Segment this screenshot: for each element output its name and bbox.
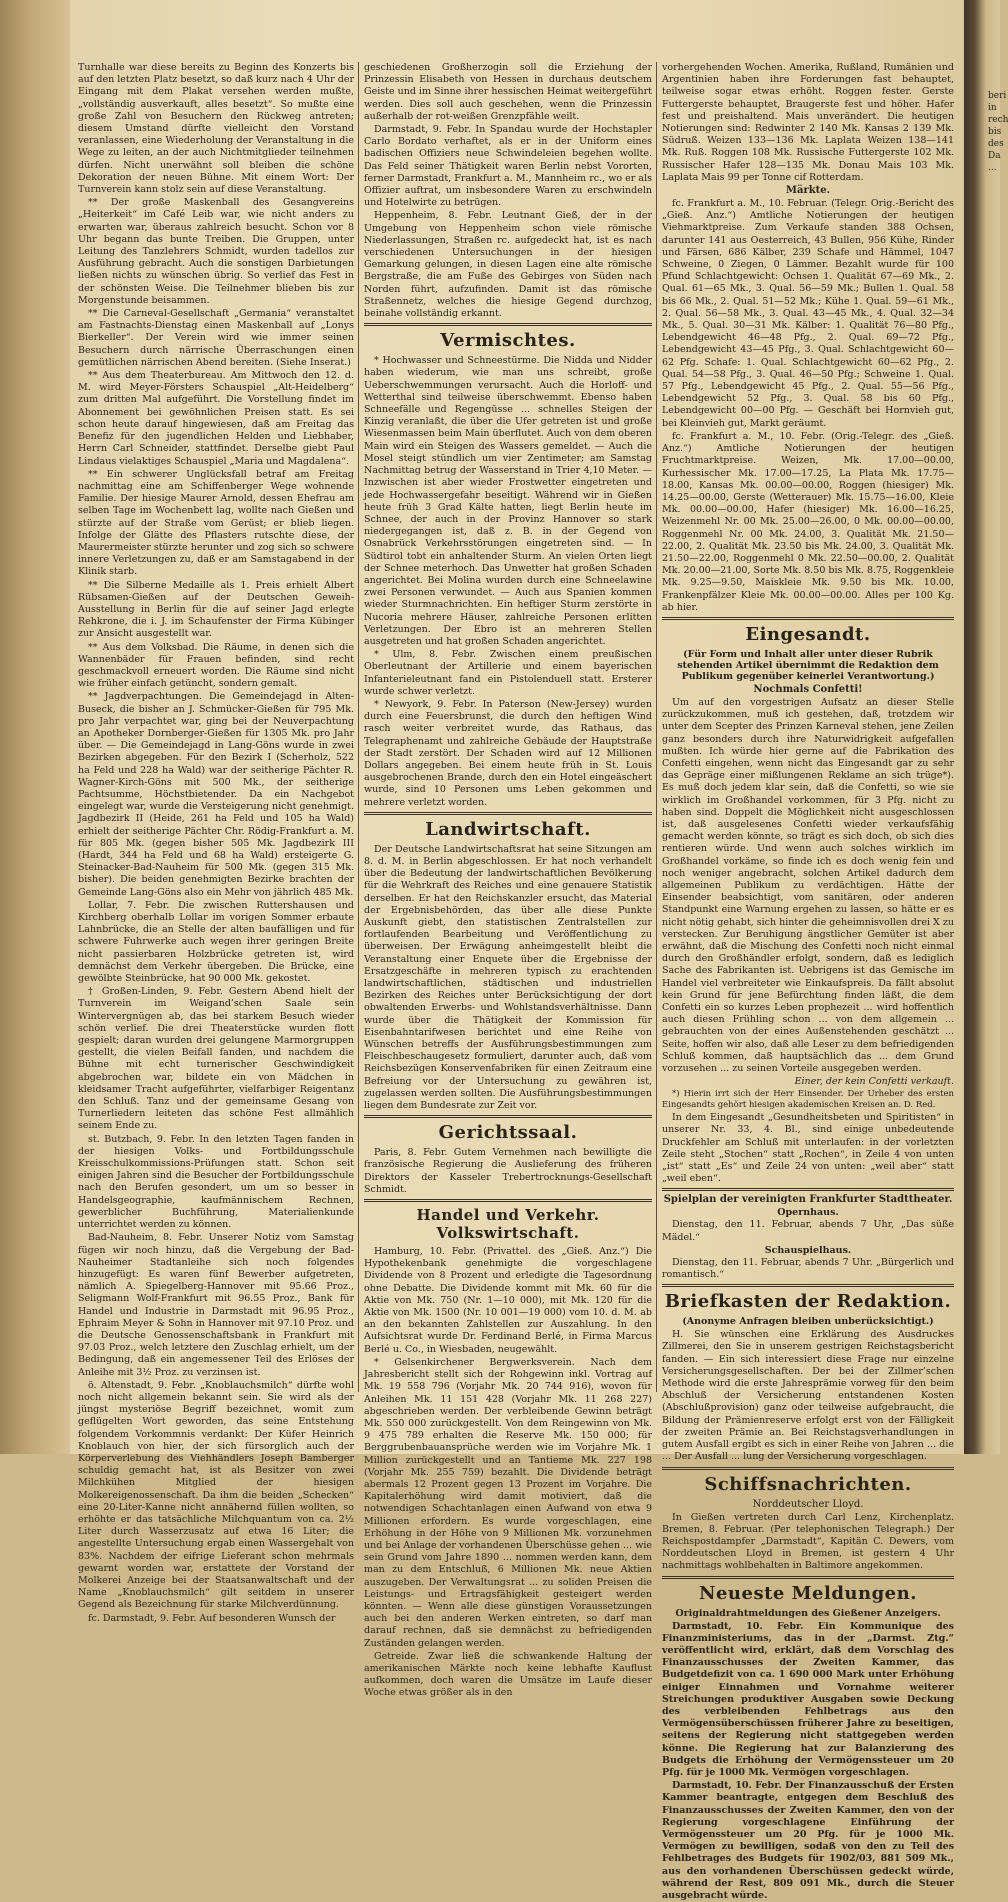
section-heading-gerichtssaal: Gerichtssaal. [438, 1122, 578, 1144]
section-divider [662, 617, 954, 620]
adjacent-page-edge [964, 0, 1008, 1454]
article-paragraph: Darmstadt, 9. Febr. In Spandau wurde der Hochstapler Carlo Bordato verhaftet, als er in der Uniform eines badischen Offiziers neue Schwindeleien begehen wollte. Das Feld seiner Thätigkeit waren Berlin nebst Vororten, ferner Darmstadt, Frankfurt a. M., Mannheim rc., wo er als Offizier auftrat, um insbesondere Waren zu erschwindeln und Hotelwirte zu betrügen. [364, 124, 652, 209]
editor-footnote: *) Hierin irrt sich der Herr Einsender. Der Urheber des ersten Eingesandts gehört hiesigen akademischen Kreisen an. D. Red. [662, 1089, 954, 1111]
article-paragraph: vorhergehenden Wochen. Amerika, Rußland, Rumänien und Argentinien haben ihre Forderungen fast behauptet, teilweise sogar etwas erhöht. Roggen fester. Gerste Futtergerste behauptet, Braugerste fest und höher. Hafer fest und preishaltend. Mais unverändert. Die heutigen Notierungen sind: Redwinter 2 140 Mk. Kansas 2 139 Mk. Südruß. Weizen 133—136 Mk. Laplata Weizen 138—141 Mk. Ruß. Roggen 108 Mk. Russische Futtergerste 102 Mk. Russischer Hafer 128—135 Mk. Donau Mais 103 Mk. Laplata Mais 99 per Tonne cif Rotterdam. [662, 62, 954, 183]
article-paragraph: Paris, 8. Febr. Gutem Vernehmen nach bewilligte die französische Regierung die Auslieferung des früheren Direktors der Kasseler Trebertrocknungs-Gesellschaft Schmidt. [364, 1147, 652, 1195]
article-paragraph: Getreide. Zwar ließ die schwankende Haltung der amerikanischen Märkte noch keine lebhafte Kauflust aufkommen, doch waren die Umsätze im Laufe dieser Woche etwas größer als in den [364, 1650, 652, 1699]
article-paragraph: * Gelsenkirchener Bergwerksverein. Nach dem Jahresbericht stellt sich der Rohgewinn inkl. Vortrag auf Mk. 19 558 796 (Vorjahr Mk. 20 744 916), wovon für Anleihen Mk. 11 151 428 (Vorjahr Mk. 11 268 227) abgeschrieben werden. Der verbleibende Gewinn beträgt Mk. 550 000 zurückgestellt. Von dem Reingewinn von Mk. 9 475 789 erhalten die Reserve Mk. 150 000; für Berggrubenbauansprüche werden wie im Vorjahre Mk. 1 Million zurückgestellt und an Tantieme Mk. 227 198 (Vorjahr Mk. 255 759) bezahlt. Die Dividende beträgt abermals 12 Prozent gegen 13 Prozent im Vorjahre. Die Kapitalerhöhung wird damit motiviert, daß die notwendigen Schachtanlagen einen Aufwand von etwa 9 Millionen erfordern. Es wurde vorgeschlagen, eine Erhöhung in der Höhe von 9 Millionen Mk. vorzunehmen und bei Anlage der vorhandenen Überschüsse gehen ... wie sein Grund vom Jahre 1890 ... nommen werden kann, dem man zu dem Entschluß, 6 Millionen Mk. neue Aktien auszugeben. Der Verwaltungsrat ... zu soliden Preisen die Leistungs- und Ertragsfähigkeit gesteigert werden könnten. — Wenn alle diese günstigen Voraussetzungen auch bei den anderen Werken eintreten, so darf man darauf rechnen, daß sie demnächst zu befriedigenden Zuständen gelangen werden. [364, 1356, 652, 1649]
article-paragraph: H. Sie wünschen eine Erklärung des Ausdruckes Zillmerei, den Sie in unserem gestrigen Reichstagsbericht fanden. — Ein sich interessiert diese Frage nur einzelne Versicherungsgesellschaften. Der bei der Zillmer’schen Methode wird die erste Jahresprämie vorweg für den beim Abschluß der Versicherung entstandenen Kosten (Abschlußprovision) ganz oder teilweise aufgebraucht, die Bildung der Prämienreserve erfolgt erst von der Fälligkeit der zweiten Prämie an. Bei Reichstagsverhandlungen in gutem Ausfall ergibt es sich in einer Reihe von Jahren ... die ... Der Ausfall ... lung der Versicherung vorgeschlagen. [662, 1329, 954, 1463]
article-paragraph: Um auf den vorgestrigen Aufsatz an dieser Stelle zurückzukommen, muß ich gestehen, daß, trotzdem wir unter dem Scepter des Prinzen Karneval stehen, jene Zeilen ganz besonders durch ihre Naturwidrigkeit aufgefallen mußten. Ich würde hier gerne auf die Fabrikation des Confetti eingehen, wenn nicht das Eingesandt gar zu sehr das Gepräge einer mißlungenen Reklame an sich trüge*). Es muß doch jedem klar sein, daß die Confetti, so wie sie wirklich im Großhandel vorkommen, für 3 Pfg. nicht zu haben sind. Doppelt die Möglichkeit nicht ausgeschlossen ist, daß ausgelesenes Confetti wieder verkaufsfähig gemacht werden könnte, so trägt es sich doch, ob sich dies rentieren würde. Und wenn auch solches wirklich im Großhandel vorkäme, so finde ich es doch wenig fein und noch weniger angebracht, solchen Artikel dadurch dem allgemeinen Publikum zu verdächtigen. Hätte der Einsender beabsichtigt, vom sanitären, oder anderen Standpunkt eine Warnung ergehen zu lassen, so hätte er es nicht nötig gehabt, sich hinter die geheimnisvollen drei X zu verstecken. Zur Beruhigung ängstlicher Gemüter ist aber erwähnt, daß die Mischung des Confetti noch nicht einmal durch den Großhändler erfolgt, sondern, daß es lediglich Sache des Fabrikanten ist. Uebrigens ist das Gemische im Handel viel verbreiteter wie Einkaufspreis. Da fällt absolut kein Grund für jene Befürchtung finden läßt, die dem Confetti ein so kurzes Leben prophezeit ... wird hoffentlich auch diesen Frühling schon ... von dem allgemein ... gebrauchten von der eines Außenstehenden geschätzt ... Seite, hoffen wir also, daß alle Leser zu dem befriedigenden Schluß kommen, daß hauptsächlich das ... dem Grund vorzusehen ... zu seinen Vorteile ausgegeben werden. [662, 696, 954, 1075]
article-paragraph: ** Aus dem Volksbad. Die Räume, in denen sich die Wannenbäder für Frauen befinden, sind recht geschmackvoll erneuert worden. Die Räume sind nicht wie früher einfach getüncht, sondern gemalt. [78, 641, 354, 690]
article-paragraph: ** Die Silberne Medaille als 1. Preis erhielt Albert Rübsamen-Gießen auf der Deutschen Geweih-Ausstellung in Berlin für die auf seiner Jagd erlegte Rehkrone, die i. J. im Schaufenster der Firma Kübinger zur Ansicht ausgestellt war. [78, 579, 354, 640]
column-3 [662, 62, 954, 1901]
article-paragraph: Der Deutsche Landwirtschaftsrat hat seine Sitzungen am 8. d. M. in Berlin abgeschlossen. Er hat noch verhandelt über die Bedeutung der landwirtschaftlichen Bevölkerung für die Wehrkraft des Reiches und eine genauere Statistik derselben. Er hat den Reichskanzler ersucht, das Material der Ergebnisbehörden, das über alle diese Punkte Auskunft giebt, den statistischen Zentralstellen zur fortlaufenden Bearbeitung und Veröffentlichung zu überweisen. Der Erwägung anheimgestellt bleibt die Veranstaltung einer Enquete über die Ergebnisse der Ersatzgeschäfte in mehreren typisch zu erachtenden landwirtschaftlichen, städtischen und industriellen Bezirken des Reiches unter Berücksichtigung der dort obwaltenden Erwerbs- und Wohlstandsverhältnisse. Dann wurde über die Thätigkeit der Kommission für Eisenbahntarifwesen berichtet und eine Reihe von Wünschen betreffs der Ausführungsbestimmungen zum Fleischbeschaugesetz formuliert, darunter auch, daß vom Reichsbezügen Konservenfabriken für einen Zeitraum eine Befreiung vor der Untersuchung zu gewähren ist, zugelassen werden sollten. Die Ausführungsbestimmungen liegen dem Bundesrate zur Zeit vor. [364, 843, 652, 1112]
schedule-entry: Dienstag, den 11. Februar, abends 7 Uhr. „Bürgerlich und romantisch.“ [662, 1256, 954, 1281]
section-divider [662, 1576, 954, 1579]
letter-title: Nochmals Confetti! [753, 683, 863, 695]
article-paragraph: * Hochwasser und Schneestürme. Die Nidda und Nidder haben wiederum, wie man uns schreibt, große Ueberschwemmungen verursacht. Auch die Horloff- und Wetterthal sind teilweise überschwemmt. Ebenso haben Schneefälle und Regengüsse ... schnelles Steigen der Kinzig veranlaßt, die über die Ufer getreten ist und große Wiesenmassen beim Main überflutet. Auch von dem oberen Main wird ein Steigen des Wassers gemeldet. — Auch die Mosel steigt stündlich um vier Zentimeter; am Samstag Nachmittag betrug der Wasserstand in Trier 4,10 Meter. — Inzwischen ist aber wieder Frostwetter eingetreten und jede Hochwassergefahr beseitigt. Während wir in Gießen heute früh 3 Grad Kälte hatten, liegt Berlin heute im Schnee, der auch in der Provinz Hannover so stark niedergegangen ist, daß z. B. in der Gegend von Osnabrück Verkehrsstörungen eingetreten sind. — In Südtirol tobt ein anhaltender Sturm. An vielen Orten liegt der Schnee meterhoch. Das Unwetter hat großen Schaden angerichtet. Bei Molina wurden durch eine Schneelawine zwei Personen verwundet. — Auch aus Spanien kommen wieder Sturmnachrichten. Ein heftiger Sturm zerstörte in Nucoria mehrere Häuser, zahlreiche Personen erlitten Verletzungen. Der Ebro ist an mehreren Stellen ausgetreten und hat großen Schaden angerichtet. [364, 355, 652, 647]
section-divider [364, 323, 652, 326]
briefkasten-note: (Anonyme Anfragen bleiben unberücksichtigt.) [682, 1316, 934, 1328]
article-paragraph: Lollar, 7. Febr. Die zwischen Ruttershausen und Kirchberg oberhalb Lollar im vorigen Sommer erbaute Lahnbrücke, die an Stelle der alten baufälligen und für schwere Fuhrwerke auch wegen ihrer geringen Breite nicht passierbaren Holzbrücke getreten ist, wird demnächst dem Verkehr übergeben. Die Brücke, eine gewölbte Steinbrücke, hat 90 000 Mk. gekostet. [78, 899, 354, 985]
article-paragraph: In dem Eingesandt „Gesundheitsbeten und Spiritisten“ in unserer Nr. 33, 4. Bl., sind einige unbedeutende Druckfehler am Schluß mit unterlaufen: in der vorletzten Zeile steht „Stochen“ statt „Rochen“, in Zeile 4 von unten „ist“ statt „Es“ und Zeile 24 von unten: „weil aber“ statt „weil eben“. [662, 1112, 954, 1185]
column-1 [78, 62, 354, 1624]
article-paragraph: † Großen-Linden, 9. Febr. Gestern Abend hielt der Turnverein im Weigand’schen Saale sein Wintervergnügen ab, das bei starkem Besuch wieder schön verlief. Die drei Theaterstücke wurden flott gespielt; daran wurden drei gelungene Marmorgruppen gestellt, die vielen Beifall fanden, und nachdem die Bühne mit echt turnerischer Geschwindigkeit abgebrochen war, bildete ein von Mädchen in kleidsamer Tracht aufgeführter, vielfarbiger Reigentanz den Schluß. Tanz und der gemeinsame Gesang von Turnerliedern leiteten das schöne Fest allmählich seinem Ende zu. [78, 986, 354, 1132]
section-divider [662, 1467, 954, 1470]
article-paragraph: Turnhalle war diese bereits zu Beginn des Konzerts bis auf den letzten Platz besetzt, so daß kurz nach 4 Uhr der Eingang mit dem Plakat versehen werden mußte, „vollständig ausverkauft, alles besetzt“. So mußte eine große Zahl von Besuchern den Rückweg antreten; diesem Umstand dürfte vielleicht den Vorstand veranlassen, eine Wiederholung der Veranstaltung in die Wege zu leiten, an der auch Nichtmitglieder teilnehmen dürfen. Nicht unerwähnt soll bleiben die schöne Dekoration der neuen Bühne. Mit einem Wort: Der Turnverein kann stolz sein auf diese Veranstaltung. [78, 62, 354, 196]
article-paragraph: In Gießen vertreten durch Carl Lenz, Kirchenplatz. Bremen, 8. Februar. (Per telephonischen Telegraph.) Der Reichspostdampfer „Darmstadt“, Kapitän C. Dewers, vom Norddeutschen Lloyd in Bremen, ist gestern 4 Uhr nachmittags wohlbehalten in Baltimore angekommen. [662, 1511, 954, 1572]
section-divider [364, 1199, 652, 1202]
article-paragraph: ** Aus dem Theaterbureau. Am Mittwoch den 12. d. M. wird Meyer-Försters Schauspiel „Alt-Heidelberg“ zum dritten Mal aufgeführt. Die Vorstellung findet im Abonnement bei gewöhnlichen Preisen statt. Es sei schon heute darauf hingewiesen, daß am Freitag das Benefiz für den jugendlichen Helden und Liebhaber, Herrn Carl Schneider, stattfindet. Derselbe giebt Paul Lindaus vielaktiges Schauspiel „Maria und Magdalena“. [78, 370, 354, 467]
article-paragraph: ** Der große Maskenball des Gesangvereins „Heiterkeit“ im Café Leib war, wie nicht anders zu erwarten war, überaus zahlreich besucht. Schon vor 8 Uhr begann das bunte Treiben. Die Gruppen, unter Leitung des Tanzlehrers Schmidt, wurden tadellos zur Ausführung gebracht. Auch die sonstigen Darbietungen ließen nichts zu wünschen übrig. So verlief das Fest in der schönsten Weise. Die Teilnehmer blieben bis zur Morgenstunde beisammen. [78, 197, 354, 306]
section-divider [662, 1188, 954, 1191]
theater-schedule-heading: Spielplan der vereinigten Frankfurter Stadttheater. [663, 1194, 953, 1206]
article-paragraph: ** Jagdverpachtungen. Die Gemeindejagd in Alten-Buseck, die bisher an J. Schmücker-Gießen für 795 Mk. pro Jahr verpachtet war, ging bei der Neuverpachtung an Apotheker Dornberger-Gießen für 1305 Mk. pro Jahr über. — Die Gemeindejagd in Lang-Göns wurde in zwei Bezirken abgegeben. Für den Bezirk I (Scherholz, 522 ha Feld und 228 ha Wald) war der seitherige Pächter R. Wagner-Kirch-Göns mit 500 Mk., der seitherige Pachtsumme, Höchstbietender. Da ein Nachgebot eingelegt war, wurde die Versteigerung nicht genehmigt. Jagdbezirk II (Heide, 261 ha Feld und 105 ha Wald) erhielt der seitherige Pächter Chr. Rödig-Frankfurt a. M. für 805 Mk. (gegen bisher 505 Mk. Jagdbezirk III (Hardt, 344 ha Feld und 68 ha Wald) ersteigerte G. Steinacker-Bad-Nauheim für 500 Mk. (gegen 315 Mk. bisher). Die beiden genehmigten Bezirke brachten der Gemeinde Lang-Göns also ein Mehr von jährlich 485 Mk. [78, 691, 354, 898]
subheading-maerkte: Märkte. [785, 185, 831, 197]
editorial-disclaimer: (Für Form und Inhalt aller unter dieser Rubrik stehenden Artikel übernimmt die Redaktion dem Publikum gegenüber keinerlei Verantwortung.) [677, 648, 939, 682]
article-paragraph: Bad-Nauheim, 8. Febr. Unserer Notiz vom Samstag fügen wir noch hinzu, daß die Vergebung der Bad-Nauheimer Stadtanleihe sich noch folgendes hinzugefügt: Es waren fünf Bewerber aufgetreten, nämlich A. Spiegelberg-Hannover mit 95.66 Proz., Seligmann Wolf-Frankfurt mit 96.55 Proz., Bank für Handel und Industrie in Darmstadt mit 96.95 Proz., Ephraim Meyer & Sohn in Hannover mit 97.10 Proz. und die Deutsche Genossenschaftsbank in Frankfurt mit 97.03 Proz., welch letztere den Zuschlag erhielt, um der Bedingung, daß ein angemessener Teil des Erlöses der Anleihe mit 3½ Proz. zu verzinsen ist. [78, 1232, 354, 1378]
playhouse-label: Schauspielhaus. [764, 1244, 852, 1256]
article-paragraph: geschiedenen Großherzogin soll die Erziehung der Prinzessin Elisabeth von Hessen in durchaus deutschem Geiste und im Sinne ihrer hessischen Heimat weitergeführt werden. Dies soll auch geschehen, wenn die Prinzessin außerhalb der rot-weißen Grenzpfähle weilt. [364, 62, 652, 122]
article-paragraph: ** Die Carneval-Gesellschaft „Germania“ veranstaltet am Fastnachts-Dienstag einen Maskenball auf „Lonys Bierkeller“. Der Verein wird wie immer seinen Besuchern durch närrische Überraschungen einen gemütlichen närrischen Abend bereiten. (Siehe Inserat.) [78, 308, 354, 368]
article-paragraph: Hamburg, 10. Febr. (Privattel. des „Gieß. Anz.“) Die Hypothekenbank genehmigte die vorgeschlagene Dividende von 8 Prozent und erledigte die Tagesordnung ohne Debatte. Die Dividende kommt mit Mk. 60 für die Aktie von Mk. 750 (Nr. 1—10 000), mit Mk. 120 für die Aktie von Mk. 1500 (Nr. 10 001—19 000) vom 10. d. M. ab an den bekannten Zahlstellen zur Auszahlung. In den Aufsichtsrat wurde Dr. Ferdinand Berlé, in Firma Marcus Berlé u. Co., in Wiesbaden, neugewählt. [364, 1246, 652, 1355]
schedule-entry: Dienstag, den 11. Februar, abends 7 Uhr, „Das süße Mädel.“ [662, 1219, 954, 1243]
section-divider [662, 1284, 954, 1287]
section-heading-schiffsnachrichten: Schiffsnachrichten. [704, 1473, 912, 1495]
section-heading-eingesandt: Eingesandt. [745, 623, 871, 645]
column-2 [364, 62, 652, 1699]
article-paragraph: ** Ein schwerer Unglücksfall betraf am Freitag nachmittag eine am Schiffenberger Wege wohnende Familie. Der hiesige Maurer Arnold, dessen Ehefrau am selben Tage im Wochenbett lag, wollte nach Gießen und stürzte auf der Straße vom Gerüst; er blieb liegen. Infolge der Glätte des Pflasters rutschte diese, der Maurermeister stürzte herunter und zog sich so schwere innere Verletzungen zu, daß er am Samstagabend in der Klinik starb. [78, 468, 354, 578]
article-paragraph: * Newyork, 9. Febr. In Paterson (New-Jersey) wurden durch eine Feuersbrunst, die durch den heftigen Wind rasch weiter verbreitet wurde, das Rathaus, das Telegraphenamt und zahlreiche Gebäude der Hauptstraße der Stadt zerstört. Der Schaden wird auf 12 Millionen Dollars angegeben. Bei einem heute früh in St. Louis ausgebrochenen Brande, durch den ein Hotel eingeäschert wurde, sind 10 Personen ums Leben gekommen und mehrere verletzt worden. [364, 698, 652, 808]
article-paragraph: fc. Frankfurt a. M., 10. Febr. (Orig.-Telegr. des „Gieß. Anz.“) Amtliche Notierungen der heutigen Fruchtmarktpreise. Weizen, Mk. 17.00—00.00, Kurhessischer Mk. 17.00—17.25, La Plata Mk. 17.75—18.00, Kansas Mk. 00.00—00.00, Roggen (hiesiger) Mk. 14.25—00.00, Gerste (Wetterauer) Mk. 15.75—16.00, Kleie Mk. 00.00—00.00, Hafer (hiesiger) Mk. 16.00—16.25, Weizenmehl Nr. 00 Mk. 25.00—26.00, 0 Mk. 00.00—00.00, Roggenmehl Nr. 00 Mk. 24.00, 3. Qualität Mk. 21.50—22.00, 2. Qualität Mk. 23.50 bis Mk. 24.00, 3. Qualität Mk. 21.50—22.00, Roggenmehl 0 Mk. 22.50—00.00, 2. Qualität Mk. 20.00—21.00, Sorte Mk. 8.50 bis Mk. 8.75, Roggenkleie Mk. 9.25—9.50, Maiskleie Mk. 9.50 bis Mk. 10.00, Frankenpfälzer Kleie Mk. 00.00—00.00. Alles per 100 Kg. ab hier. [662, 430, 954, 613]
letter-signature: Einer, der kein Confetti verkauft. [794, 1076, 954, 1088]
adjacent-page-text: beri in rech bis des Da ... [988, 91, 1008, 173]
section-heading-vermischtes: Vermischtes. [440, 330, 576, 352]
section-heading-briefkasten: Briefkasten der Redaktion. [664, 1291, 952, 1313]
section-heading-landwirtschaft: Landwirtschaft. [425, 818, 591, 840]
page-binding [0, 0, 70, 1454]
section-divider [364, 1115, 652, 1118]
section-divider [364, 812, 652, 815]
article-paragraph: Darmstadt, 10. Febr. Ein Kommunique des Finanzministeriums, das in der „Darmst. Ztg.“ veröffentlicht wird, erklärt, daß dem Vorschlag des Finanzausschusses der Zweiten Kammer, das Budgetdefizit von ca. 1 690 000 Mark unter Erhöhung einiger Einnahmen und Vornahme weiterer Streichungen produktiver Ausgaben sowie Deckung des verbleibenden Fehlbetrags aus den Vermögensüberschüssen früherer Jahre zu beseitigen, seitens der Regierung nicht stattgegeben werden könne. Die Regierung hat zur Balanzierung des Budgets die Erhöhung der Vermögenssteuer um 20 Pfg. für je 1000 Mk. Vermögen vorgeschlagen. [662, 1620, 954, 1778]
article-paragraph: ö. Altenstadt, 9. Febr. „Knoblauchsmilch“ dürfte wohl noch nicht allgemein bekannt sein. Sie wird als der jüngst mysteriöse Begriff bezeichnet, womit zum geflügelten Wort geworden, das seine Entstehung folgendem Vorkommnis verdankt: Der Küfer Heinrich Knoblauch von hier, der sich fürsorglich auch der Körperverlebung des Viehhändlers Joseph Bamberger schuldig gemacht hat, ist als Besitzer von zwei Milchkühen Mitglied der hiesigen Molkereigenossenschaft. Da ihm die beiden „Schecken“ eine 20-Liter-Kanne nicht annähernd füllen wollten, so erhöhte er das tatsächliche Milchquantum von ca. 2½ Liter durch Wasserzusatz auf etwa 16 Liter; die angestellte Untersuchung ergab einen Wassergehalt von 83%. Nachdem der eifrige Lieferant schon mehrmals gewarnt worden war, erstattete der Vorstand der Molkerei Anzeige bei der Staatsanwaltschaft und der Name „Knoblauchsmilch“ gilt seitdem in unserer Gegend als Bezeichnung für starke Milchverdünnung. [78, 1379, 354, 1611]
article-paragraph: * Ulm, 8. Febr. Zwischen einem preußischen Oberleutnant der Artillerie und einem bayerischen Infanterieleutnant fand ein Pistolenduell statt. Ersterer wurde schwer verletzt. [364, 649, 652, 697]
article-paragraph: fc. Frankfurt a. M., 10. Februar. (Telegr. Orig.-Bericht des „Gieß. Anz.“) Amtliche Notierungen der heutigen Viehmarktpreise. Zum Verkaufe standen 388 Ochsen, darunter 141 aus Oesterreich, 43 Bullen, 956 Kühe, Rinder und Färsen, 686 Kälber, 239 Schafe und Hämmel, 1047 Schweine, 0 Ziegen, 0 Lämmer. Bezahlt wurde für 100 Pfund Schlachtgewicht: Ochsen 1. Qualität 67—69 Mk., 2. Qual. 61—65 Mk., 3. Qual. 56—59 Mk.; Bullen 1. Qual. 58 bis 66 Mk., 2. Qual. 51—52 Mk.; Kühe 1. Qual. 59—61 Mk., 2. Qual. 56—58 Mk., 3. Qual. 43—45 Mk., 4. Qual. 32—34 Mk., 5. Qual. 30—31 Mk. Kälber: 1. Qualität 76—80 Pfg., Lebendgewicht 46—48 Pfg., 2. Qual. 69—72 Pfg., Lebendgewicht 43—45 Pfg., 3. Qual. Schlachtgewicht 60—62 Pfg. Schafe: 1. Qual. Schlachtgewicht 60—62 Pfg., 2. Qual. 54—58 Pfg., 3. Qual. 46—50 Pfg.; Schweine 1. Qual. 57 Pfg., Lebendgewicht 45 Pfg., 2. Qual. 55—56 Pfg., Lebendgewicht 52 Pfg., 3. Qual. 58 bis 60 Pfg., Lebendgewicht 00—00 Pfg. — Geschäft bei Hornvieh gut, bei Kleinvieh gut, Markt geräumt. [662, 198, 954, 429]
column-rule [656, 62, 657, 1392]
article-paragraph: fc. Darmstadt, 9. Febr. Auf besonderen Wunsch der [88, 1612, 336, 1624]
section-heading-handel: Handel und Verkehr. Volkswirtschaft. [416, 1206, 600, 1243]
column-rule [358, 62, 359, 1392]
telegram-source-label: Originaldrahtmeldungen des Gießener Anzeigers. [675, 1607, 941, 1619]
section-heading-neueste-meldungen: Neueste Meldungen. [699, 1582, 917, 1604]
shipping-line-label: Norddeutscher Lloyd. [752, 1498, 864, 1510]
opera-house-label: Opernhaus. [777, 1207, 839, 1219]
article-paragraph: Darmstadt, 10. Febr. Der Finanzausschuß der Ersten Kammer beantragte, entgegen dem Beschluß des Finanzausschusses der Zweiten Kammer, den von der Regierung vorgeschlagene Einführung der Vermögenssteuer um 20 Pfg. für je 1000 Mk. Vermögen zu bewilligen, sodaß von den zu Teil des Fehlbetrages des Budgets für 1902/03, 881 509 Mk., aus den vorhandenen Überschüssen gedeckt würde, während der Rest, 809 091 Mk., durch die Steuer ausgebracht würde. [662, 1780, 954, 1901]
article-paragraph: Heppenheim, 8. Febr. Leutnant Gieß, der in der Umgebung von Heppenheim schon viele römische Niederlassungen, Straßen rc. aufgedeckt hat, ist es nach verschiedenen Untersuchungen in der hiesigen Gemarkung gelungen, in diesen Lagen eine alte römische Bergstraße, die am Fuße des Gebirges von Süden nach Norden führt, aufzufinden. Damit ist das römische Straßennetz, welches die hiesige Gegend durchzog, beinahe vollständig erkannt. [364, 210, 652, 320]
article-paragraph: st. Butzbach, 9. Febr. In den letzten Tagen fanden in der hiesigen Volks- und Fortbildungsschule Kreisschulkommissions-Prüfungen statt. Schon seit einigen Jahren sind die Besucher der Fortbildungsschule nach den Berufen gesondert, um um so besser in Handelsgeographie, kaufmännischem Rechnen, gewerblicher Buchführung, Materialienkunde unterrichtet werden zu können. [78, 1133, 354, 1231]
